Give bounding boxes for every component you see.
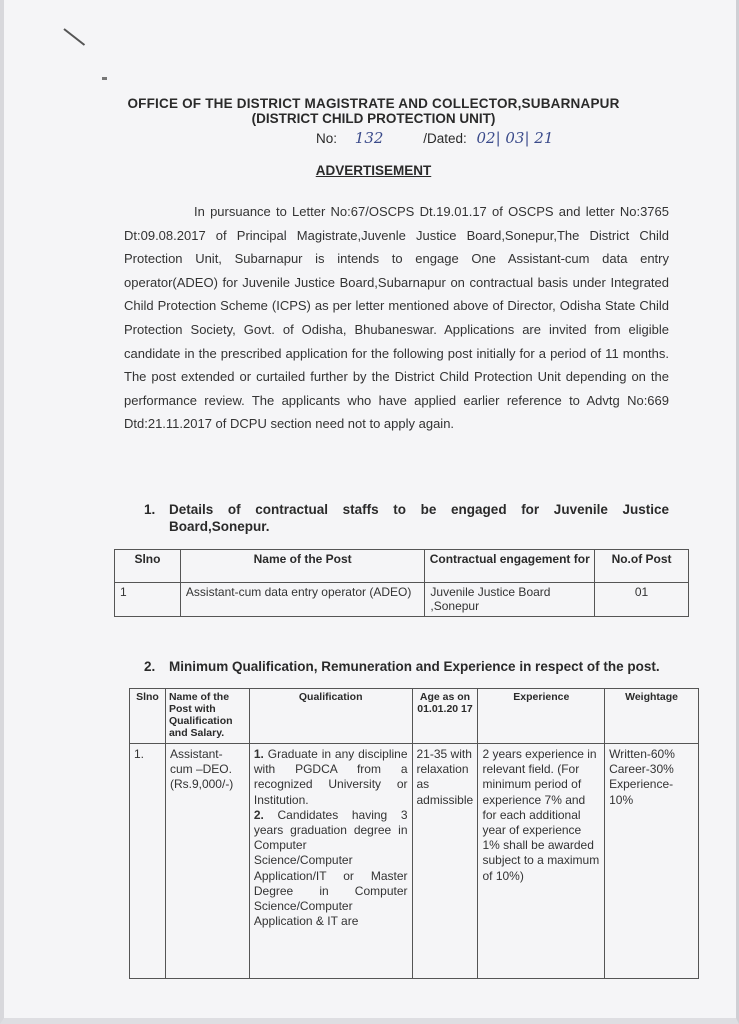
scan-artifact-dot xyxy=(102,77,107,80)
header-slno: Slno xyxy=(130,689,166,744)
qualification-table xyxy=(129,688,699,979)
header-slno: Slno xyxy=(115,550,181,583)
header-weightage: Weightage xyxy=(605,689,699,744)
cell-engagement: Juvenile Justice Board ,Sonepur xyxy=(425,583,595,617)
dated-value: 02| 03| 21 xyxy=(476,129,554,147)
qualification-table-header xyxy=(130,689,699,744)
header-experience: Experience xyxy=(478,689,605,744)
qualification-1-number: 1. xyxy=(253,747,264,761)
table-row xyxy=(115,583,689,617)
posts-table xyxy=(114,549,689,617)
office-subtitle: (DISTRICT CHILD PROTECTION UNIT) xyxy=(251,111,496,126)
office-title: OFFICE OF THE DISTRICT MAGISTRATE AND COLLECTOR,SUBARNAPUR xyxy=(127,96,620,111)
header-post-name: Name of the Post xyxy=(180,550,424,583)
dated-label: /Dated: xyxy=(423,131,467,146)
cell-slno: 1. xyxy=(130,744,166,979)
cell-slno: 1 xyxy=(115,583,181,617)
header-no-of-post: No.of Post xyxy=(595,550,689,583)
header-qualification: Qualification xyxy=(249,689,412,744)
cell-no-of-post: 01 xyxy=(595,583,689,617)
no-label: No: xyxy=(316,131,338,146)
qualification-2-text: Candidates having 3 years graduation degree in Computer Science/Computer Application/IT or Master Degree in Computer Science/Computer Application & IT are xyxy=(253,807,408,929)
header-age: Age as on 01.01.20 17 xyxy=(412,689,478,744)
qualification-2-number: 2. xyxy=(253,807,264,822)
table-row xyxy=(130,744,699,979)
section-1-text: Details of contractual staffs to be engaged for Juvenile Justice Board,Sonepur. xyxy=(169,502,669,534)
section-2-number: 2. xyxy=(144,659,156,674)
cell-qualification xyxy=(249,744,412,979)
cell-post-name: Assistant-cum data entry operator (ADEO) xyxy=(180,583,424,617)
section-1-number: 1. xyxy=(144,502,156,517)
qualification-1-text: Graduate in any discipline with PGDCA from a recognized University or Institution. xyxy=(253,747,408,807)
reference-line xyxy=(316,129,553,147)
section-2-heading xyxy=(144,658,669,675)
advertisement-title: ADVERTISEMENT xyxy=(315,163,432,178)
header-engagement: Contractual engagement for xyxy=(425,550,595,583)
posts-table-header xyxy=(115,550,689,583)
section-2-text: Minimum Qualification, Remuneration and Experience in respect of the post. xyxy=(169,659,660,674)
cell-post: Assistant-cum –DEO. (Rs.9,000/-) xyxy=(165,744,249,979)
cell-weightage: Written-60% Career-30% Experience-10% xyxy=(605,744,699,979)
no-value: 132 xyxy=(354,129,384,147)
cell-age: 21-35 with relaxation as admissible xyxy=(412,744,478,979)
cell-experience: 2 years experience in relevant field. (For minimum period of experience 7% and for each additional year of experience 1% shall be awarded subject to a maximum of 10%) xyxy=(478,744,605,979)
body-paragraph: In pursuance to Letter No:67/OSCPS Dt.19.01.17 of OSCPS and letter No:3765 Dt:09.08.2017 of Principal Magistrate,Juvenle Justice Board,Sonepur,The District Child Protection Unit, Subarnapur is intends to engage One Assistant-cum data entry operator(ADEO) for Juvenile Justice Board,Subarnapur on contractual basis under Integrated Child Protection Scheme (ICPS) as per letter mentioned above of Director, Odisha State Child Protection Society, Govt. of Odisha, Bhubaneswar. Applications are invited from eligible candidate in the prescribed application for the following post initially for a period of 11 months. The post extended or curtailed further by the District Child Protection Unit depending on the performance review. The applicants who have applied earlier reference to Advtg No:669 Dtd:21.11.2017 of DCPU section need not to apply again. xyxy=(124,204,669,432)
scan-artifact-mark xyxy=(63,28,85,46)
header-post-qualification-salary: Name of the Post with Qualification and Salary. xyxy=(165,689,249,744)
section-1-heading xyxy=(144,501,669,535)
